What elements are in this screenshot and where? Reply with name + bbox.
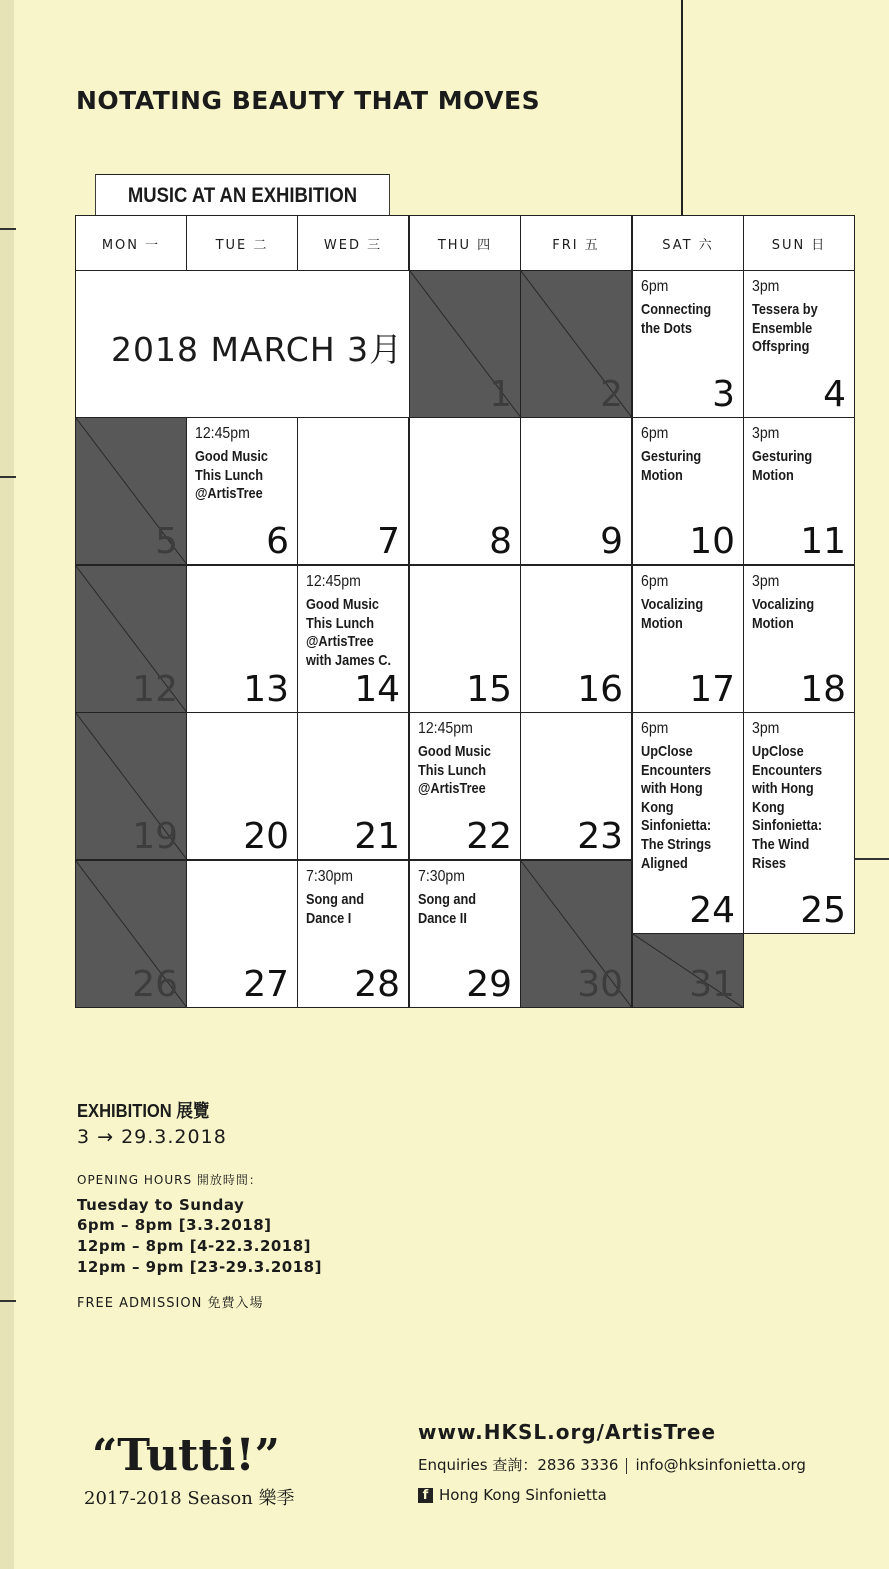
trim-mark — [854, 858, 889, 860]
event-title: Vocalizing Motion — [752, 596, 815, 632]
day-header-sat: SAT 六 — [632, 215, 744, 271]
event-time: 3pm — [752, 278, 780, 295]
event-title: Tessera by Ensemble Offspring — [752, 301, 818, 356]
event-title: Song and Dance II — [418, 891, 477, 927]
trim-mark — [0, 1300, 16, 1302]
calendar-day-closed — [520, 860, 632, 1008]
season-logo: “Tutti!” — [92, 1430, 280, 1481]
event-title: Vocalizing Motion — [641, 596, 704, 632]
day-number: 13 — [243, 669, 289, 710]
calendar-day-event — [743, 417, 855, 565]
event-time: 12:45pm — [306, 573, 361, 590]
event-title: Good Music This Lunch @ArtisTree — [195, 448, 268, 503]
calendar-day — [409, 565, 521, 713]
day-header-wed: WED 三 — [297, 215, 409, 271]
calendar-day-closed — [520, 270, 632, 418]
day-number: 6 — [266, 521, 289, 562]
day-header-sun: SUN 日 — [743, 215, 855, 271]
calendar-day-closed — [75, 565, 187, 713]
day-header-tue: TUE 二 — [186, 215, 298, 271]
event-time: 7:30pm — [418, 868, 465, 885]
calendar-day — [520, 712, 632, 860]
calendar-day-closed — [75, 712, 187, 860]
day-number: 11 — [800, 521, 846, 562]
day-number: 14 — [354, 669, 400, 710]
calendar-day-event — [297, 860, 409, 1008]
calendar-day — [409, 417, 521, 565]
calendar-day-event — [743, 712, 855, 934]
event-time: 6pm — [641, 573, 669, 590]
event-time: 3pm — [752, 720, 780, 737]
exhibition-title: EXHIBITION 展覽 — [77, 1101, 210, 1121]
event-time: 3pm — [752, 425, 780, 442]
event-title: Gesturing Motion — [641, 448, 702, 484]
calendar-day — [520, 565, 632, 713]
event-time: 12:45pm — [195, 425, 250, 442]
calendar-day-event — [409, 712, 521, 860]
day-header-mon: MON 一 — [75, 215, 187, 271]
opening-hours-line: 12pm – 9pm [23-29.3.2018] — [77, 1258, 322, 1276]
day-number: 16 — [577, 669, 623, 710]
event-time: 6pm — [641, 720, 669, 737]
calendar-day-event — [743, 270, 855, 418]
day-number: 27 — [243, 964, 289, 1005]
calendar-day-event — [409, 860, 521, 1008]
day-number: 7 — [377, 521, 400, 562]
calendar-day — [186, 712, 298, 860]
event-title: Good Music This Lunch @ArtisTree with James C. — [306, 596, 392, 669]
calendar-day — [297, 712, 409, 860]
day-number: 29 — [466, 964, 512, 1005]
event-title: Song and Dance I — [306, 891, 365, 927]
day-number: 4 — [823, 374, 846, 415]
day-number: 31 — [689, 964, 735, 1005]
divider — [626, 1458, 627, 1474]
facebook-label: Hong Kong Sinfonietta — [439, 1486, 607, 1504]
event-title: Gesturing Motion — [752, 448, 813, 484]
event-title: UpClose Encounters with Hong Kong Sinfonietta: The Strings Aligned — [641, 743, 712, 872]
calendar-day — [186, 565, 298, 713]
day-number: 20 — [243, 816, 289, 857]
day-number: 21 — [354, 816, 400, 857]
calendar-day-closed — [75, 860, 187, 1008]
season-label: 2017-2018 Season 樂季 — [84, 1488, 295, 1509]
day-number: 3 — [712, 374, 735, 415]
calendar-day — [186, 860, 298, 1008]
email-link[interactable]: info@hksinfonietta.org — [635, 1456, 806, 1474]
calendar-day-closed — [409, 270, 521, 418]
opening-hours-line: 12pm – 8pm [4-22.3.2018] — [77, 1237, 312, 1255]
facebook-link[interactable] — [418, 1486, 607, 1504]
opening-hours-line: 6pm – 8pm [3.3.2018] — [77, 1216, 272, 1234]
calendar-day-event — [186, 417, 298, 565]
day-number: 25 — [800, 890, 846, 931]
day-number: 9 — [600, 521, 623, 562]
opening-hours-label: OPENING HOURS 開放時間： — [77, 1173, 262, 1187]
day-number: 18 — [800, 669, 846, 710]
day-number: 22 — [466, 816, 512, 857]
event-title: Good Music This Lunch @ArtisTree — [418, 743, 491, 798]
calendar-day-closed — [632, 933, 744, 1008]
day-number: 10 — [689, 521, 735, 562]
calendar-day-event — [632, 565, 744, 713]
event-title: UpClose Encounters with Hong Kong Sinfonietta: The Wind Rises — [752, 743, 823, 872]
facebook-icon: f — [418, 1488, 433, 1503]
day-number: 26 — [132, 964, 178, 1005]
day-number: 8 — [489, 521, 512, 562]
calendar-day-event — [632, 417, 744, 565]
month-cell — [75, 270, 410, 418]
event-time: 6pm — [641, 425, 669, 442]
month-label: 2018 MARCH 3月 — [111, 330, 404, 369]
calendar-day-event — [632, 270, 744, 418]
fold-line — [681, 0, 683, 215]
day-number: 5 — [155, 521, 178, 562]
event-title: Connecting the Dots — [641, 301, 712, 337]
day-number: 30 — [577, 964, 623, 1005]
enquiries-phone: Enquiries 查詢：2836 3336 — [418, 1456, 619, 1474]
page-edge — [0, 0, 14, 1569]
page-headline: NOTATING BEAUTY THAT MOVES — [76, 86, 541, 115]
website-link[interactable]: www.HKSL.org/ArtisTree — [418, 1420, 717, 1444]
day-number: 24 — [689, 890, 735, 931]
calendar-title: MUSIC AT AN EXHIBITION — [95, 174, 390, 217]
admission-note: FREE ADMISSION 免費入場 — [77, 1296, 264, 1311]
day-number: 17 — [689, 669, 735, 710]
event-time: 6pm — [641, 278, 669, 295]
event-time: 7:30pm — [306, 868, 353, 885]
day-header-fri: FRI 五 — [520, 215, 632, 271]
calendar-day-event — [743, 565, 855, 713]
opening-hours-line: Tuesday to Sunday — [77, 1196, 245, 1214]
day-number: 15 — [466, 669, 512, 710]
day-number: 1 — [489, 374, 512, 415]
contact-line — [418, 1454, 806, 1475]
day-number: 28 — [354, 964, 400, 1005]
day-number: 19 — [132, 816, 178, 857]
trim-mark — [0, 228, 16, 230]
day-number: 12 — [132, 669, 178, 710]
trim-mark — [0, 476, 16, 478]
day-header-thu: THU 四 — [409, 215, 521, 271]
exhibition-dates: 3 → 29.3.2018 — [77, 1126, 227, 1148]
event-time: 3pm — [752, 573, 780, 590]
day-number: 23 — [577, 816, 623, 857]
calendar-day-closed — [75, 417, 187, 565]
calendar-day-event — [297, 565, 409, 713]
day-number: 2 — [600, 374, 623, 415]
calendar-day — [520, 417, 632, 565]
event-time: 12:45pm — [418, 720, 473, 737]
calendar-day-event — [632, 712, 744, 934]
calendar-day — [297, 417, 409, 565]
